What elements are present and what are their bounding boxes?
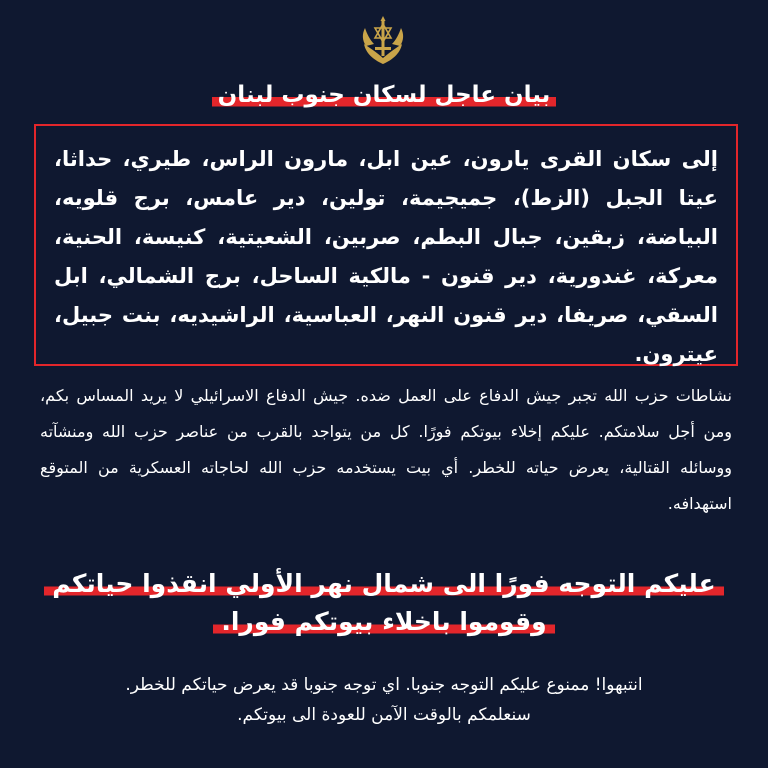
body-paragraph: نشاطات حزب الله تجبر جيش الدفاع على العمل ضده. جيش الدفاع الاسرائيلي لا يريد المساس بكم، ومن أجل سلامتكم. عليكم إخلاء بيوتكم فورًا. كل من يتواجد بالقرب من عناصر حزب الله ومنشآته ووسائله القتالية، يعرض حياته للخطر. أي بيت يستخدمه حزب الله لحاجاته العسكرية من المتوقع استهدافه.	[40, 386, 732, 513]
warning-line-1: عليكم التوجه فورًا الى شمال نهر الأولي انقذوا حياتكم	[44, 568, 723, 600]
idf-emblem-icon	[356, 14, 410, 68]
footer-line-1: انتبهوا! ممنوع عليكم التوجه جنوبا. اي توجه جنوبا قد يعرض حياتكم للخطر.	[125, 675, 643, 695]
headline-container	[0, 80, 768, 108]
warning-line-2: وقوموا باخلاء بيوتكم فورا.	[213, 606, 554, 638]
footer-notice	[0, 670, 768, 730]
headline: بيان عاجل لسكان جنوب لبنان	[212, 80, 557, 108]
footer-line-2: سنعلمكم بالوقت الآمن للعودة الى بيوتكم.	[237, 705, 531, 725]
villages-box	[34, 124, 738, 366]
body-paragraph-container	[40, 378, 732, 522]
villages-text: إلى سكان القرى يارون، عين ابل، مارون الراس، طيري، حداثا، عيتا الجبل (الزط)، جميجيمة، تولين، دير عامس، برج قلويه، البياضة، زبقين، جبال البطم، صربين، الشعيتية، كنيسة، الحنية، معركة، غندورية، دير قنون - مالكية الساحل، برج الشمالي، ابل السقي، صريفا، دير قنون النهر، العباسية، الراشيديه، بنت جبيل، عيترون.	[54, 147, 718, 366]
evacuation-warning	[0, 568, 768, 644]
